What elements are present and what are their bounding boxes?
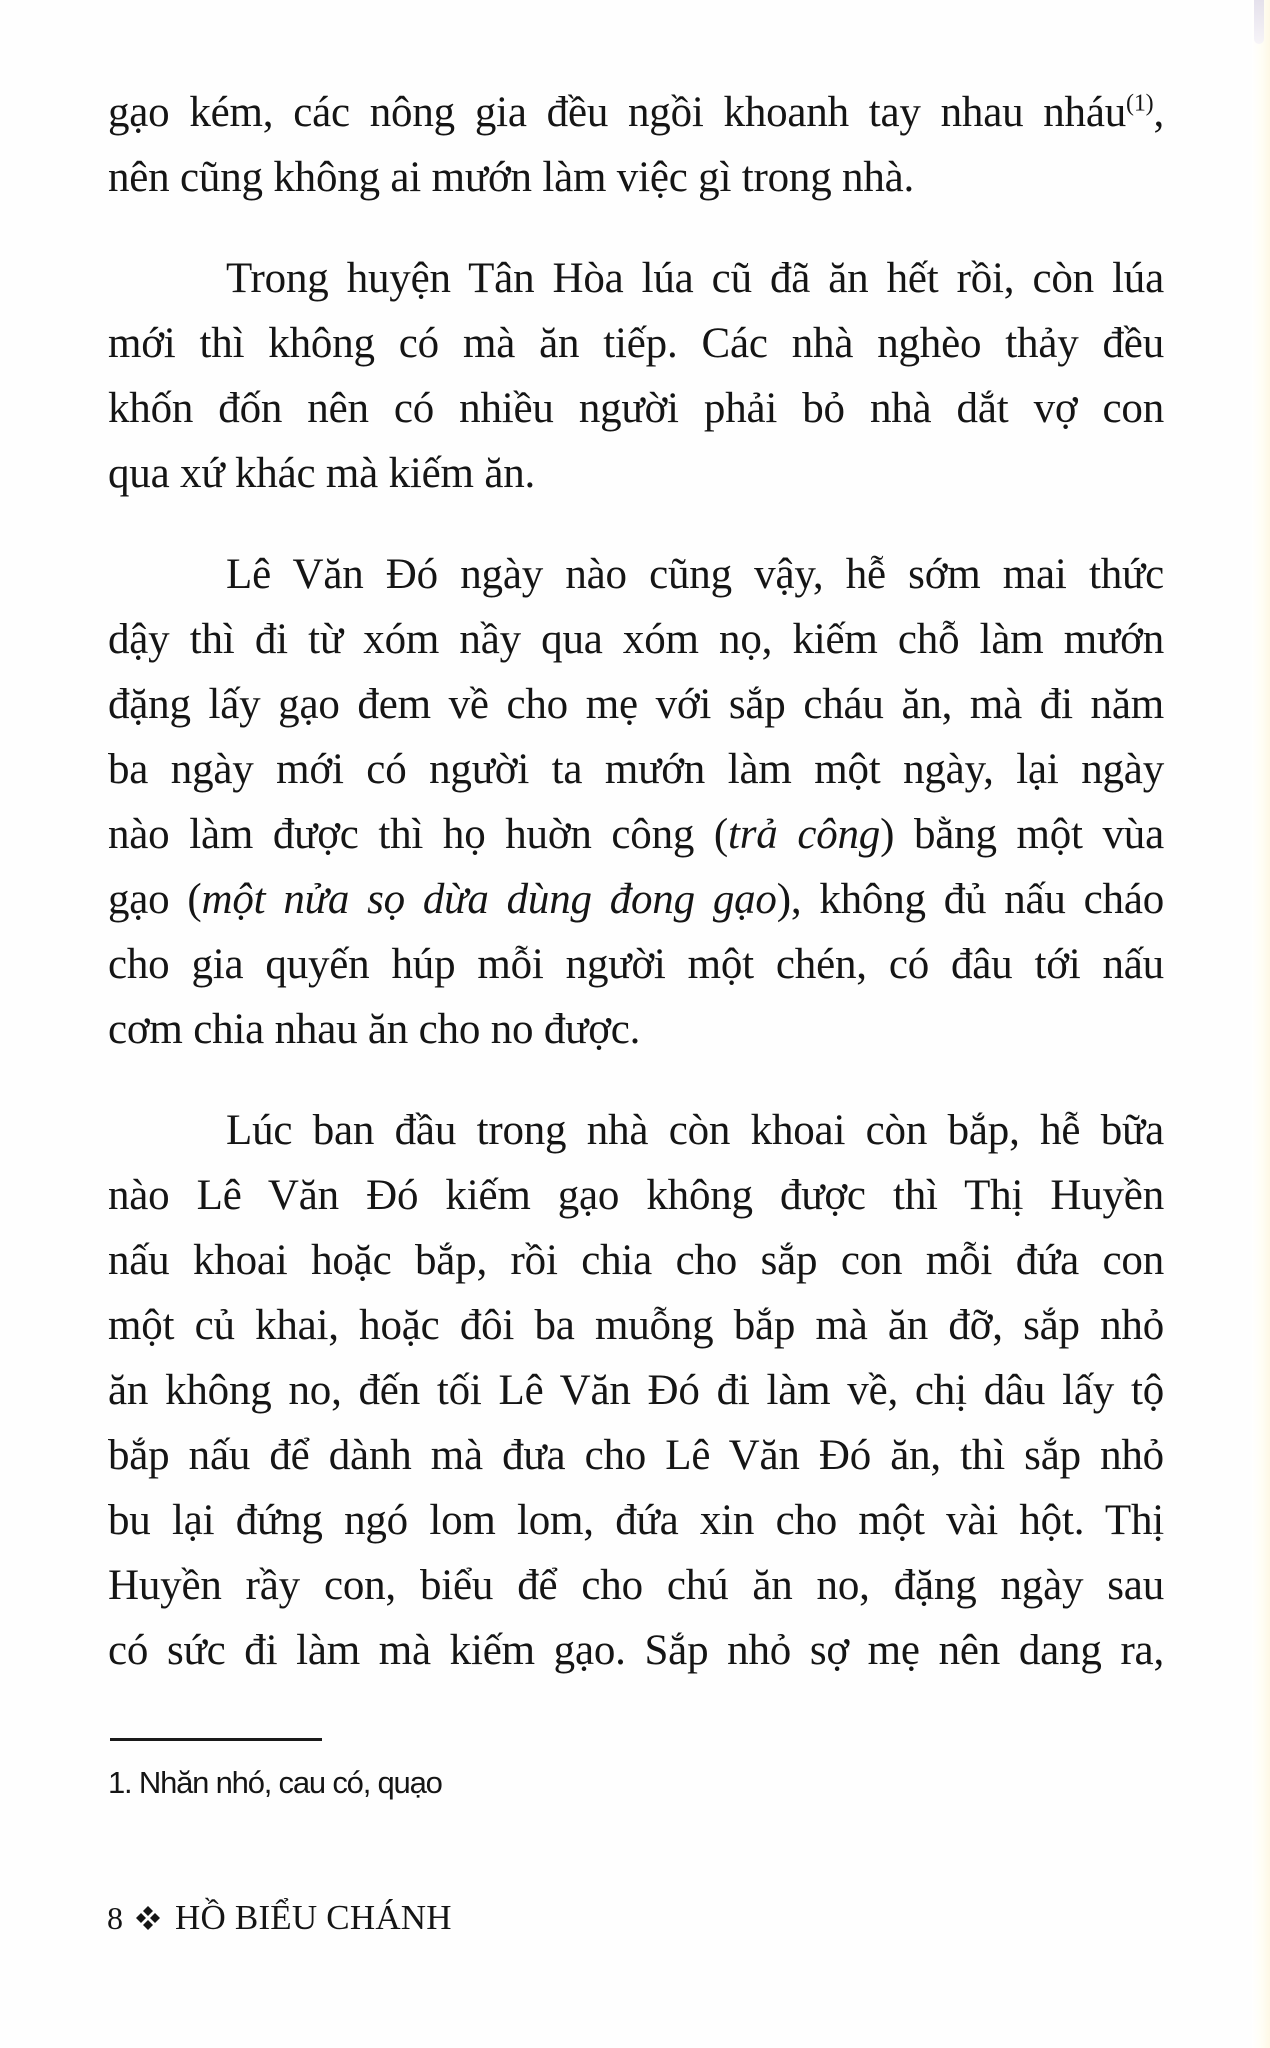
text-line: đặng lấy gạo đem về cho mẹ với sắp cháu ăn, mà đi năm — [108, 681, 1164, 728]
text-line: cơm chia nhau ăn cho no được. — [108, 1006, 641, 1053]
line-text: gạo kém, các nông gia đều ngồi khoanh tay nhau nháu — [108, 89, 1127, 136]
italic-gloss: trả công — [728, 811, 881, 858]
line-text: gạo ( — [108, 876, 202, 923]
running-footer — [107, 1890, 452, 1946]
text-line: mới thì không có mà ăn tiếp. Các nhà nghèo thảy đều — [108, 320, 1164, 367]
text-line: dậy thì đi từ xóm nầy qua xóm nọ, kiếm chỗ làm mướn — [108, 616, 1164, 663]
text-line — [108, 80, 1164, 146]
footnote-divider — [110, 1738, 322, 1741]
footnote-reference[interactable]: (1) — [1126, 90, 1154, 117]
text-line: qua xứ khác mà kiếm ăn. — [108, 450, 536, 497]
page-edge — [1252, 0, 1270, 2048]
text-line: cho gia quyến húp mỗi người một chén, có đâu tới nấu — [108, 941, 1164, 988]
text-line: nên cũng không ai mướn làm việc gì trong nhà. — [108, 154, 915, 201]
line-text: ) bằng một vùa — [880, 811, 1164, 858]
line-text: ), không đủ nấu cháo — [776, 876, 1165, 923]
text-line-indented: Lê Văn Đó ngày nào cũng vậy, hễ sớm mai thức — [226, 551, 1164, 598]
italic-gloss: một nửa sọ dừa dùng đong gạo — [201, 876, 777, 923]
text-line-with-italic — [108, 802, 1164, 868]
text-line: ăn không no, đến tối Lê Văn Đó đi làm về, chị dâu lấy tộ — [108, 1367, 1164, 1414]
footnote — [108, 1758, 442, 1808]
text-line: nấu khoai hoặc bắp, rồi chia cho sắp con mỗi đứa con — [108, 1237, 1164, 1284]
text-line: bắp nấu để dành mà đưa cho Lê Văn Đó ăn, thì sắp nhỏ — [108, 1432, 1164, 1479]
text-line: ba ngày mới có người ta mướn làm một ngày, lại ngày — [108, 746, 1164, 793]
text-line-indented: Lúc ban đầu trong nhà còn khoai còn bắp, hễ bữa — [226, 1107, 1164, 1154]
page-number: 8 — [107, 1900, 123, 1936]
line-text: nào làm được thì họ huờn công ( — [108, 811, 729, 858]
line-punctuation: , — [1153, 89, 1164, 136]
text-line: bu lại đứng ngó lom lom, đứa xin cho một vài hột. Thị — [108, 1497, 1164, 1544]
text-line: một củ khai, hoặc đôi ba muỗng bắp mà ăn đỡ, sắp nhỏ — [108, 1302, 1164, 1349]
footnote-marker: 1. — [108, 1765, 132, 1800]
page-corner-shadow — [1254, 0, 1264, 44]
text-line: nào Lê Văn Đó kiếm gạo không được thì Thị Huyền — [108, 1172, 1164, 1219]
text-line: khốn đốn nên có nhiều người phải bỏ nhà dắt vợ con — [108, 385, 1164, 432]
text-line-with-italic — [108, 867, 1164, 933]
text-line: có sức đi làm mà kiếm gạo. Sắp nhỏ sợ mẹ nên dang ra, — [108, 1627, 1164, 1674]
four-diamond-ornament-icon — [135, 1905, 161, 1931]
text-line-indented: Trong huyện Tân Hòa lúa cũ đã ăn hết rồi, còn lúa — [226, 255, 1164, 302]
footnote-text: Nhăn nhó, cau có, quạo — [138, 1765, 442, 1800]
text-line: Huyền rầy con, biểu để cho chú ăn no, đặng ngày sau — [108, 1562, 1164, 1609]
author-running-head: HỒ BIỂU CHÁNH — [175, 1898, 452, 1937]
